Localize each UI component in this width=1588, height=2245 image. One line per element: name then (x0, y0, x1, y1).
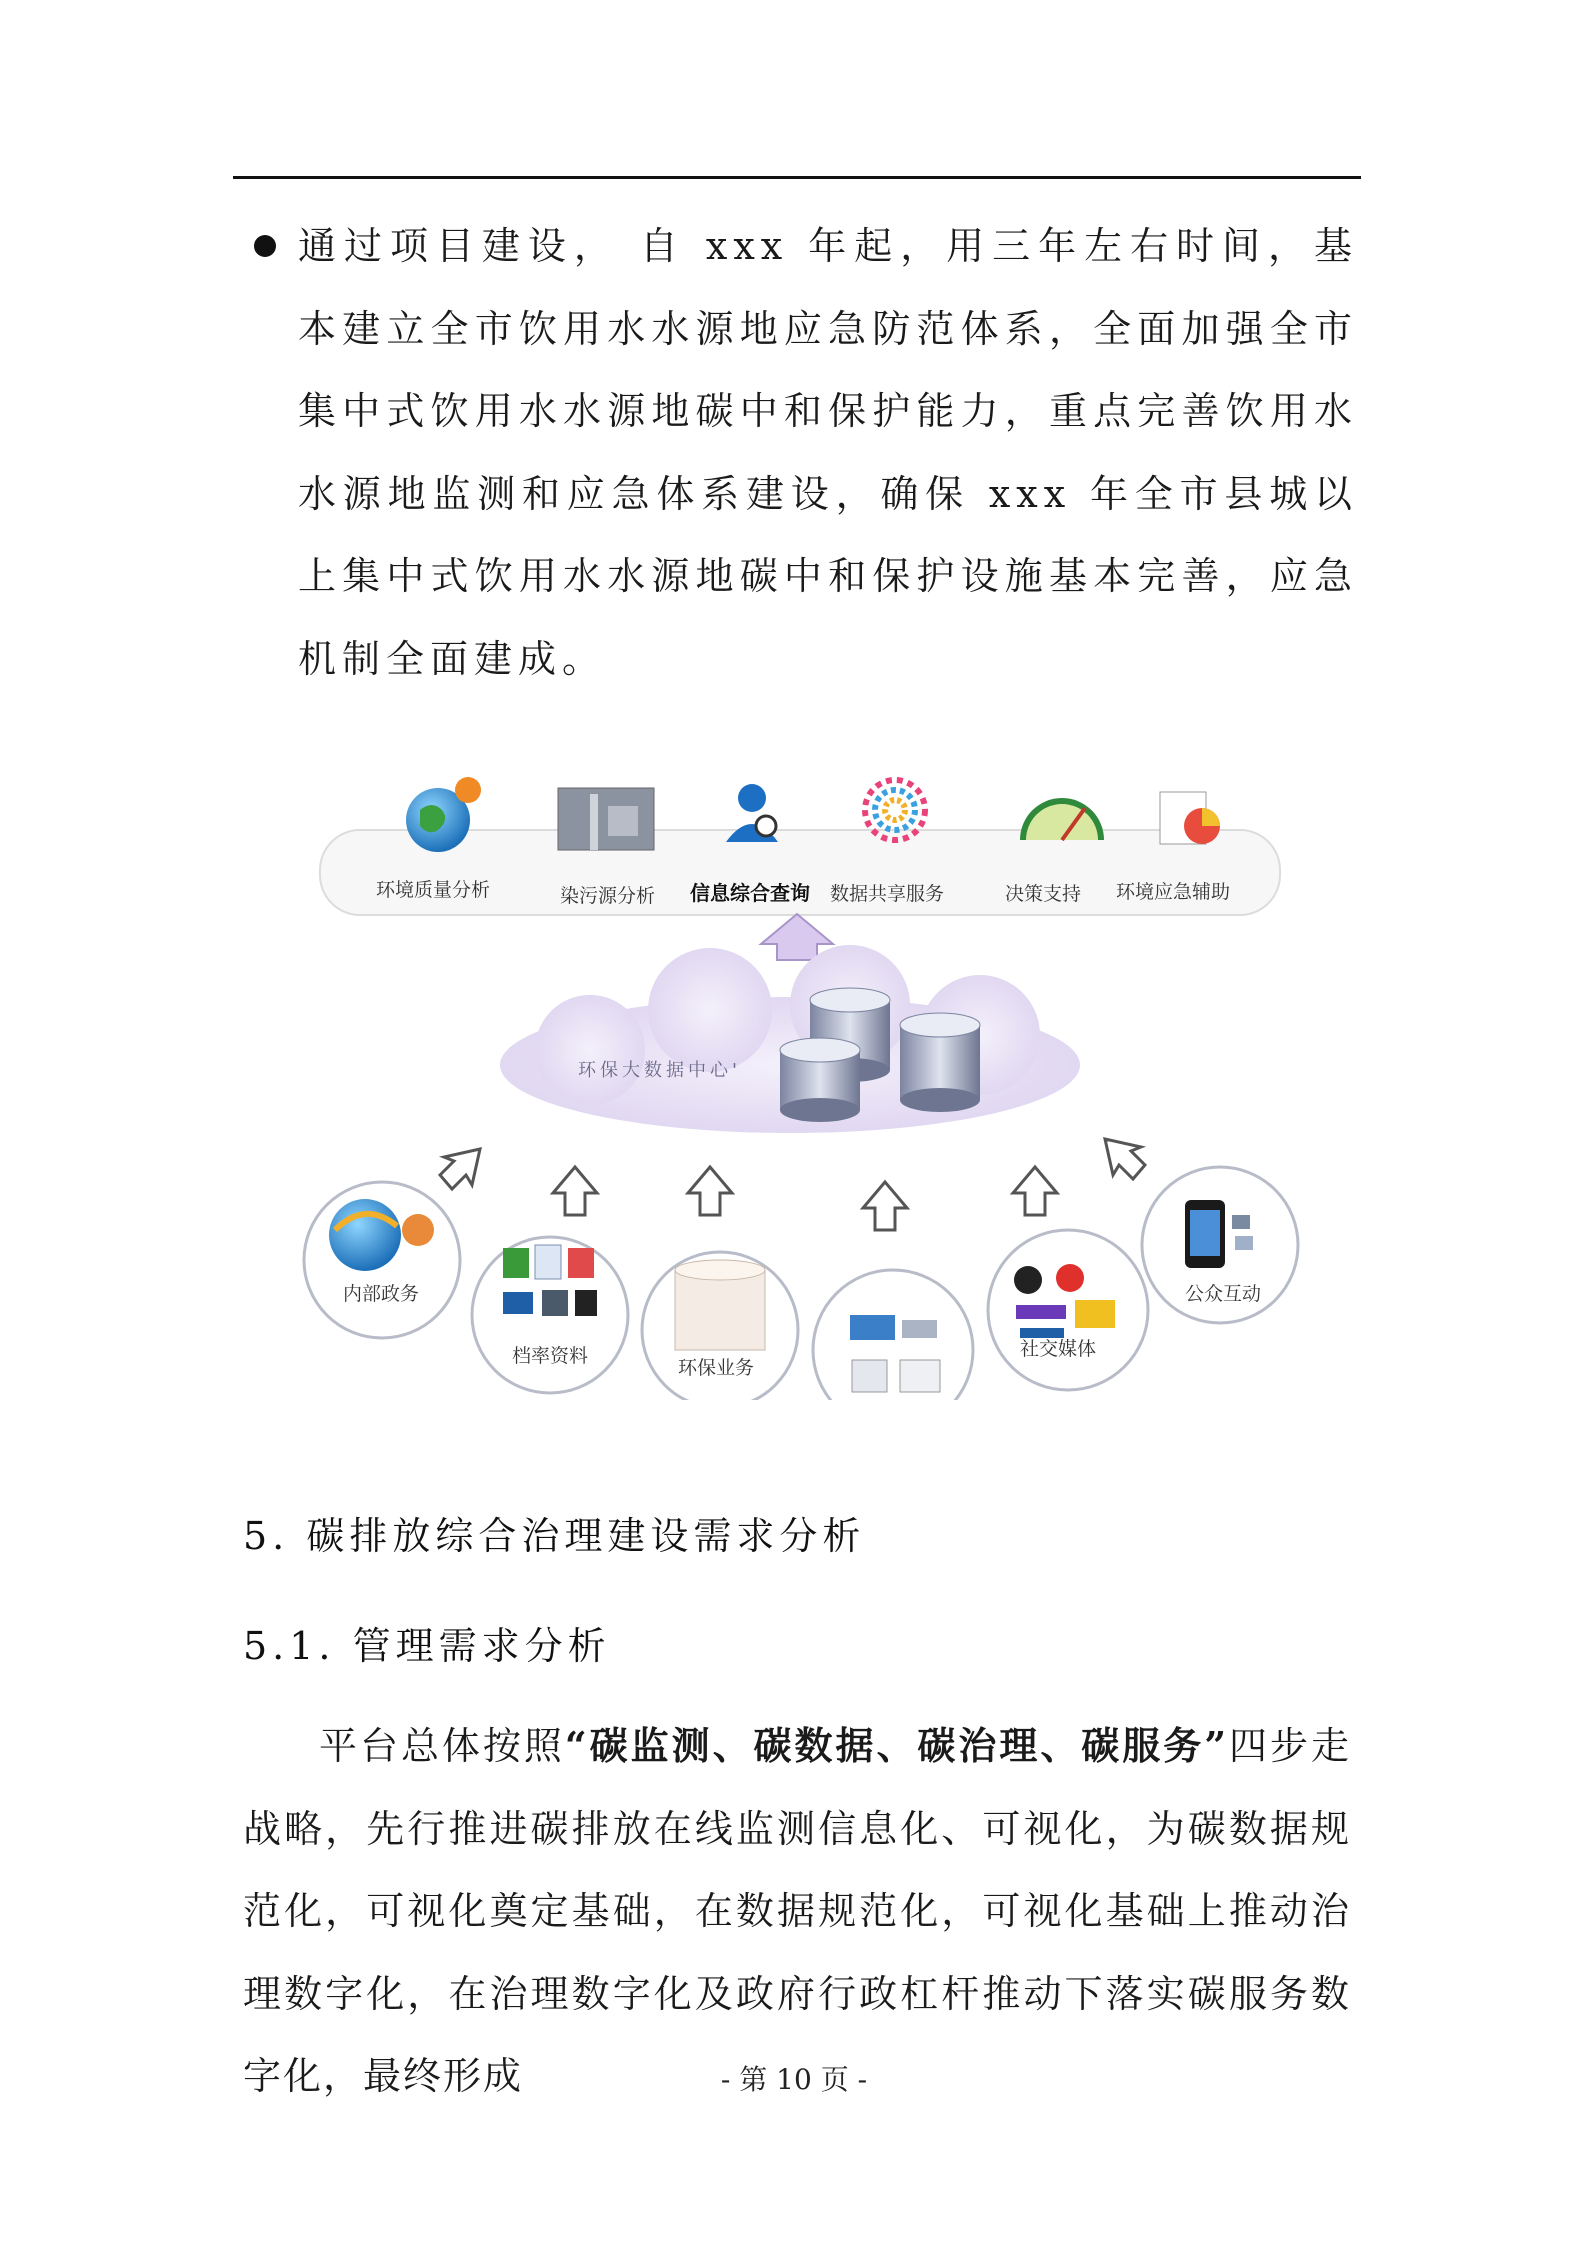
section-heading-5: 5. 碳排放综合治理建设需求分析 (243, 1514, 866, 1558)
arrow-outline-icon (1013, 1167, 1057, 1215)
service-label-1: 环境质量分析 (376, 879, 491, 901)
source-label-2: 档率资料 (512, 1345, 589, 1367)
page-number: - 第 10 页 - (720, 2063, 868, 2096)
arrow-outline-icon (1105, 1139, 1145, 1179)
body-paragraph (243, 1705, 1351, 2118)
report-chart-icon (1160, 792, 1220, 844)
arrow-outline-icon (440, 1149, 480, 1189)
service-label-4: 数据共享服务 (830, 883, 945, 905)
user-search-icon (726, 784, 778, 842)
service-label-2: 染污源分析 (560, 885, 656, 907)
service-label-3: 信息综合查询 (690, 881, 810, 905)
source-label-4: 社交媒体 (1020, 1338, 1097, 1360)
paragraph-strategy: “碳监测、碳数据、碳治理、碳服务” (564, 1723, 1229, 1768)
bullet-marker (254, 235, 276, 257)
source-label-3: 环保业务 (678, 1357, 755, 1379)
bullet-text: 通过项目建设， 自 xxx 年起，用三年左右时间，基本建立全市饮用水水源地应急防范体系，全面加强全市集中式饮用水水源地碳中和保护能力，重点完善饮用水水源地监测和应急体系建设，确保 xxx 年全市县城以上集中式饮用水水源地碳中和保护设施基本完善，应急机制全面建成。 (298, 224, 1358, 681)
color-wheel-icon (865, 780, 925, 840)
data-center-label: 环保大数据中心' (578, 1060, 741, 1081)
source-label-5: 公众互动 (1185, 1283, 1262, 1305)
source-circle-social (988, 1230, 1148, 1390)
section-heading-5-1: 5.1. 管理需求分析 (243, 1624, 611, 1668)
server-cylinder-icon (675, 1260, 765, 1350)
architecture-diagram (290, 760, 1310, 1400)
gauge-icon (1020, 798, 1104, 840)
arrow-outline-icon (863, 1182, 907, 1230)
service-label-6: 环境应急辅助 (1116, 881, 1231, 903)
pollution-photo-icon (558, 788, 654, 850)
paragraph-lead: 平台总体按照 (319, 1724, 565, 1768)
arrow-outline-icon (553, 1167, 597, 1215)
architecture-figure (290, 760, 1310, 1400)
arrow-outline-icon (688, 1167, 732, 1215)
bullet-paragraph (248, 205, 1358, 700)
service-label-5: 决策支持 (1005, 883, 1082, 905)
paragraph-rest: 四步走战略，先行推进碳排放在线监测信息化、可视化，为碳数据规范化，可视化奠定基础，在数据规范化，可视化基础上推动治理数字化，在治理数字化及政府行政杠杆推动下落实碳服务数字化，最终形成 (243, 1724, 1351, 2098)
source-label-1: 内部政务 (343, 1283, 420, 1305)
header-rule (233, 176, 1361, 179)
